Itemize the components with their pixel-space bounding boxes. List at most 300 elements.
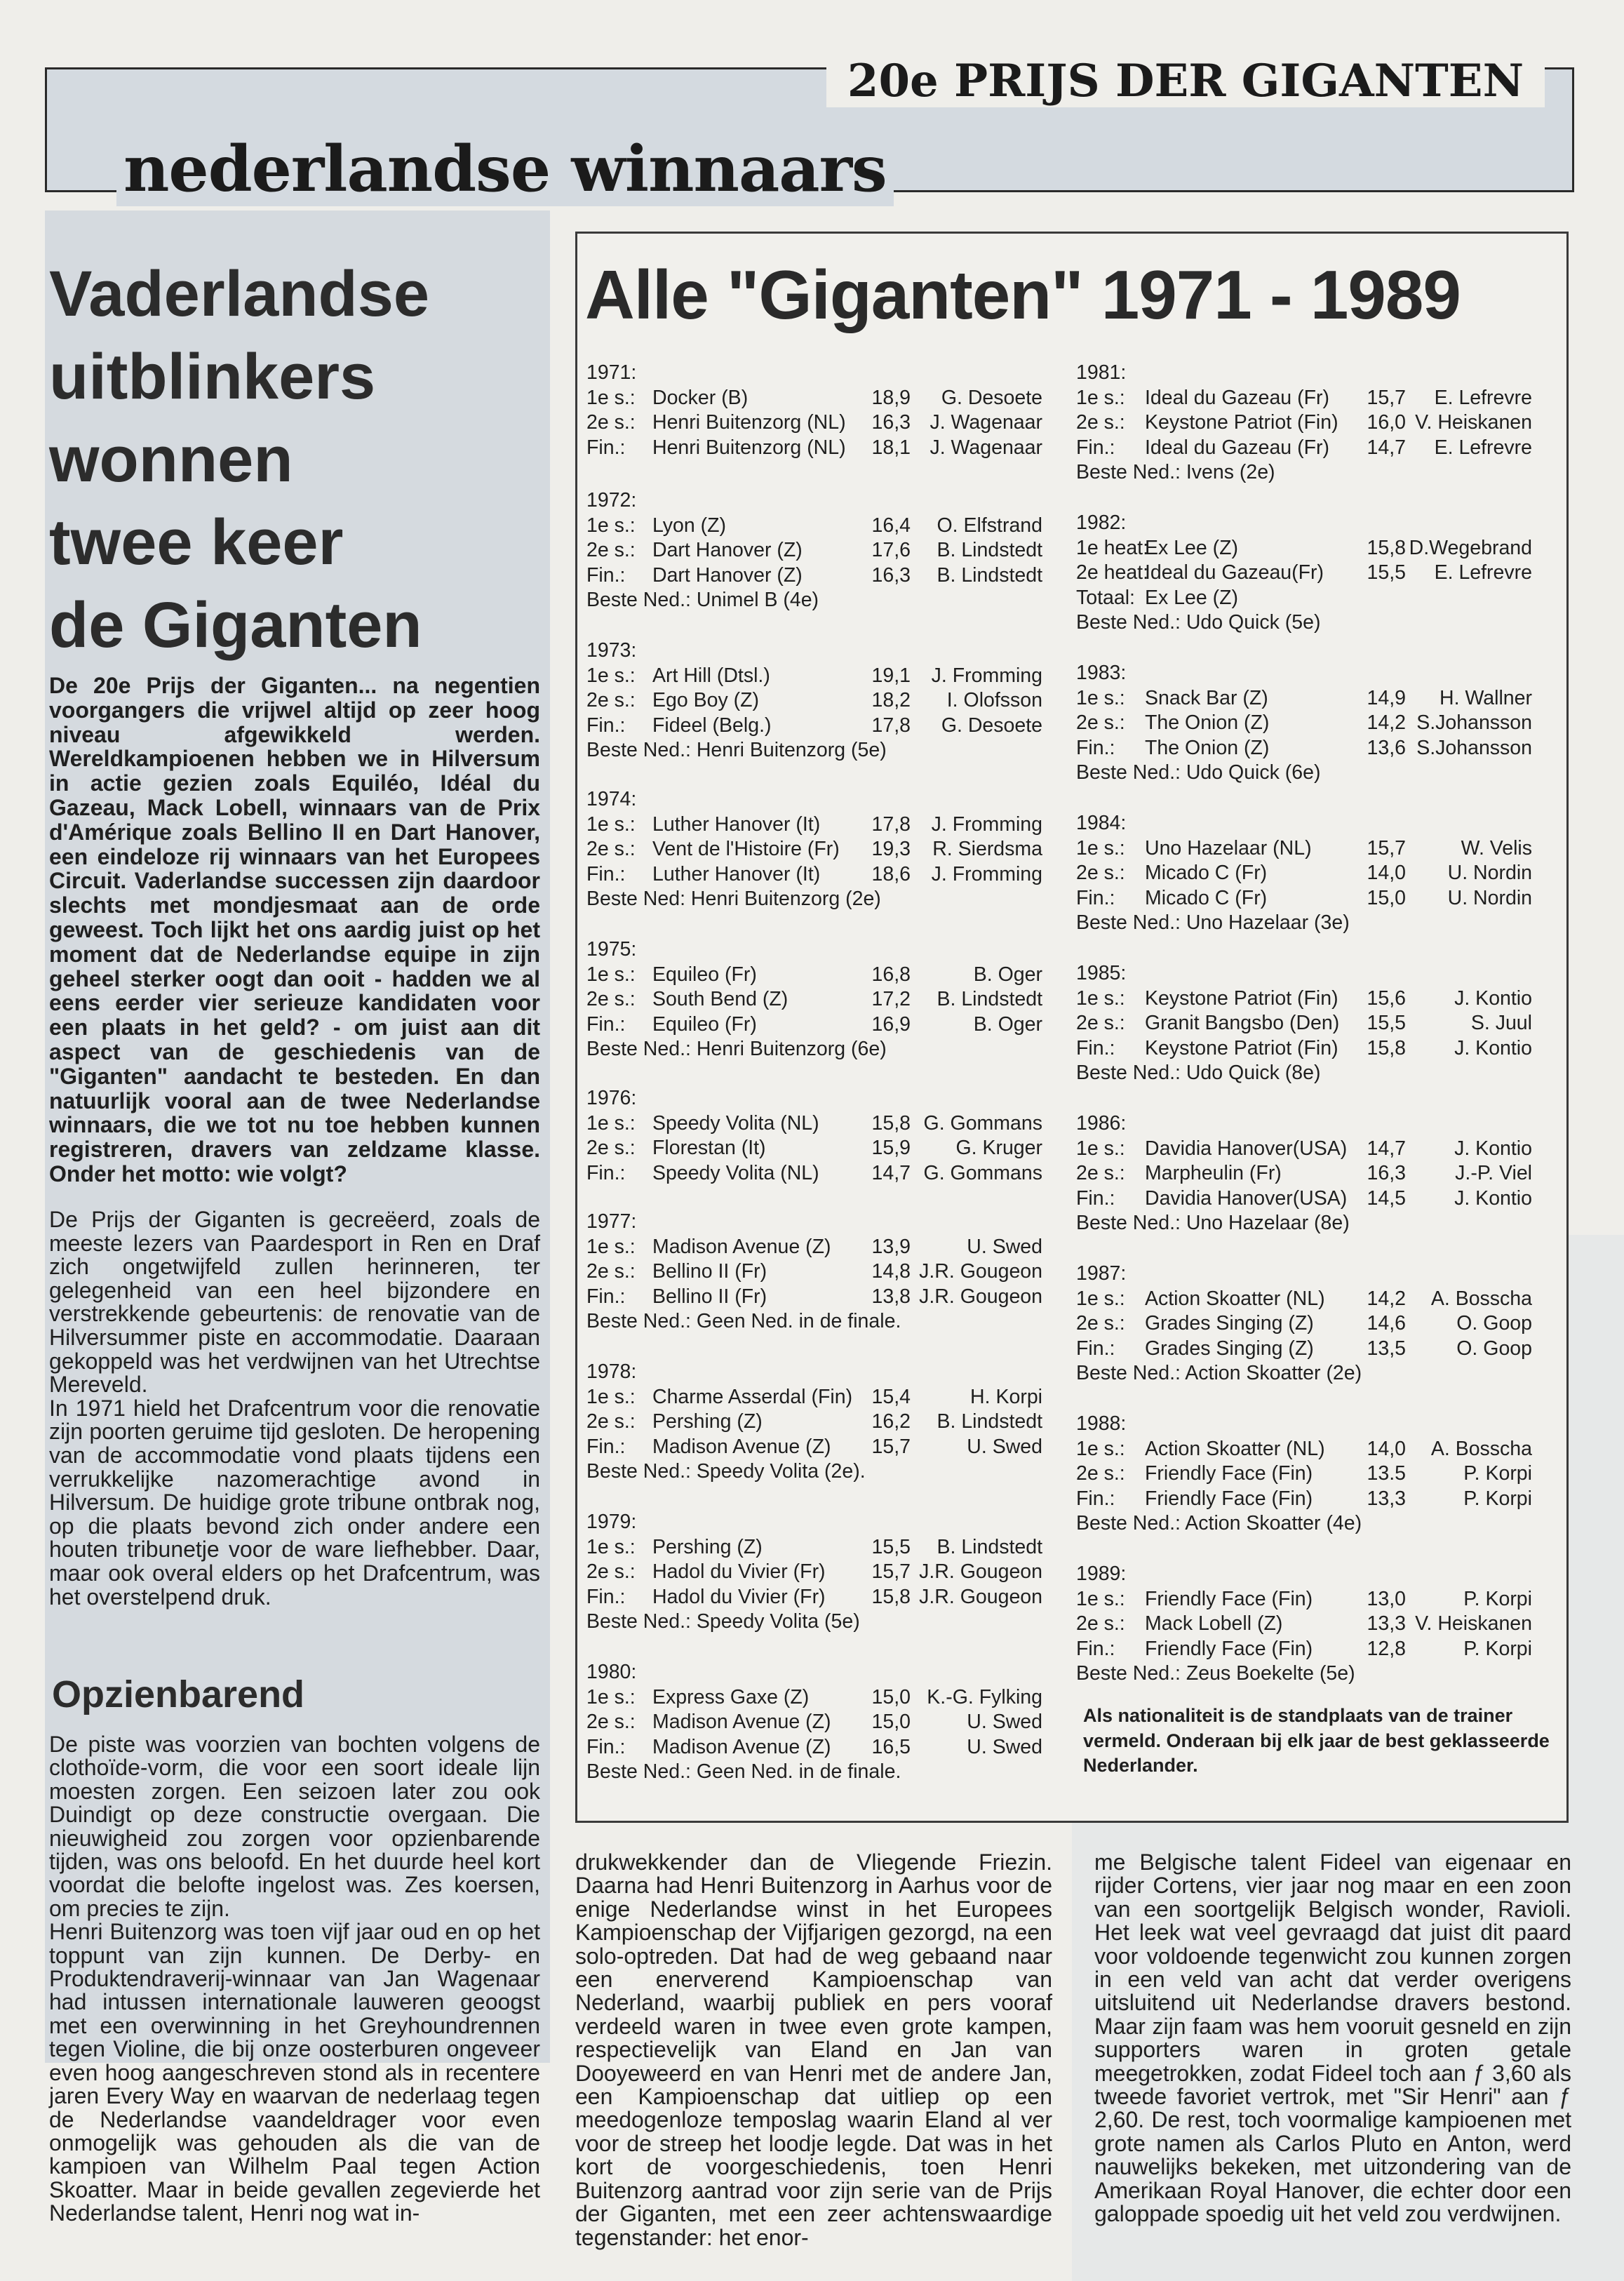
year-label: 1979:: [586, 1511, 637, 1533]
result-time: 19,3: [871, 838, 911, 860]
result-driver: O. Elfstrand: [937, 514, 1042, 537]
result-row: [586, 1685, 1042, 1711]
result-time: 15,8: [871, 1585, 911, 1608]
result-row: [586, 1735, 1042, 1760]
result-label: Fin.:: [1076, 736, 1115, 759]
result-time: 15,7: [1367, 836, 1406, 859]
result-time: 16,3: [1367, 1162, 1406, 1184]
result-label: Fin.:: [1076, 1036, 1115, 1059]
result-row: [1076, 986, 1532, 1012]
result-horse: Madison Avenue (Z): [652, 1711, 831, 1733]
result-row: [1076, 711, 1532, 736]
result-time: 15,6: [1367, 986, 1406, 1010]
year-label: 1974:: [586, 788, 637, 810]
result-driver: R. Sierdsma: [932, 838, 1042, 860]
result-time: 15,8: [1367, 1036, 1406, 1059]
article-body-left: De Prijs der Giganten is gecreëerd, zoals de meeste lezers van Paardesport in Ren en Draf zich ongetwijfeld zullen herinneren, ter gelegenheid van een heel bijzondere en verstrekkende gebeurtenis: de renovatie van de Hilversummer piste en accommodatie. Daaraan gekoppeld was het verdwijnen van het Utrechtse Mereveld. In 1971 hield het Drafcentrum voor die renovatie zijn poorten geruime tijd gesloten. De heropening van de accommodatie vond plaats tijdens een verrukkelijke nazomerachtige avond in Hilversum. De huidige grote tribune ontbrak nog, op die plaats bevond zich onder andere een houten tribunetje voor de ware liefhebber. Daar, maar ook overal elders op het Drafcentrum, was het overstelpend druk.: [49, 1207, 540, 1610]
result-label: 1e s.:: [586, 963, 636, 986]
result-driver: P. Korpi: [1463, 1487, 1532, 1510]
result-time: 18,1: [871, 436, 911, 459]
result-time: 16,2: [871, 1410, 911, 1433]
result-label: 1e s.:: [586, 812, 636, 836]
result-horse: Henri Buitenzorg (NL): [652, 436, 846, 459]
result-horse: Pershing (Z): [652, 1410, 763, 1433]
result-label: 2e s.:: [586, 988, 636, 1010]
result-time: 14,2: [1367, 1287, 1406, 1310]
result-driver: B. Lindstedt: [937, 1535, 1042, 1558]
result-row: [586, 1535, 1042, 1560]
result-driver: J. Fromming: [931, 664, 1042, 687]
result-driver: E. Lefrevre: [1434, 436, 1532, 459]
result-driver: G. Desoete: [941, 386, 1042, 409]
year-block: [1076, 961, 1532, 1086]
year-block: [1076, 1111, 1532, 1236]
result-driver: J. Kontio: [1454, 1137, 1532, 1160]
result-driver: A. Bosscha: [1430, 1437, 1532, 1460]
result-row: [586, 1710, 1042, 1735]
result-time: 14,7: [1367, 1137, 1406, 1160]
result-label: 1e s.:: [586, 664, 636, 687]
result-horse: Charme Asserdal (Fin): [652, 1385, 853, 1408]
year-label: 1985:: [1076, 962, 1127, 984]
result-time: 16,8: [871, 963, 911, 986]
result-horse: Micado C (Fr): [1145, 862, 1268, 884]
result-row: [586, 1560, 1042, 1585]
year-block: [586, 1360, 1042, 1485]
result-label: 1e s.:: [1076, 386, 1125, 409]
result-horse: Madison Avenue (Z): [652, 1735, 831, 1758]
result-label: Totaal:: [1076, 586, 1135, 609]
result-horse: Dart Hanover (Z): [652, 539, 803, 561]
result-label: Fin.:: [586, 862, 626, 885]
result-horse: Ex Lee (Z): [1145, 536, 1239, 559]
result-label: 1e s.:: [586, 1685, 636, 1708]
best-dutch-line: Beste Ned.: Geen Ned. in de finale.: [586, 1310, 901, 1332]
result-horse: Luther Hanover (It): [652, 862, 821, 885]
result-time: 18,9: [871, 386, 911, 409]
result-row: [586, 1136, 1042, 1161]
result-row: [1076, 736, 1532, 761]
result-label: 2e s.:: [586, 1137, 636, 1159]
result-row: [1076, 1186, 1532, 1212]
result-driver: J.R. Gougeon: [919, 1560, 1042, 1583]
result-label: 2e s.:: [586, 1560, 636, 1583]
result-row: [1076, 1137, 1532, 1162]
best-dutch-line: Beste Ned.: Udo Quick (5e): [1076, 611, 1321, 634]
result-label: 2e heat:: [1076, 561, 1149, 584]
result-label: Fin.:: [1076, 1637, 1115, 1660]
year-block: [586, 937, 1042, 1062]
result-driver: B. Oger: [973, 963, 1042, 986]
result-horse: Friendly Face (Fin): [1145, 1637, 1313, 1660]
result-driver: K.-G. Fylking: [927, 1685, 1042, 1708]
result-row: [1076, 861, 1532, 886]
result-time: 17,6: [871, 539, 911, 561]
result-label: 1e s.:: [1076, 1287, 1125, 1310]
year-block: [586, 488, 1042, 613]
result-row: [1076, 836, 1532, 862]
result-label: Fin.:: [586, 714, 626, 737]
result-driver: J.-P. Viel: [1455, 1162, 1532, 1184]
result-label: 1e s.:: [586, 386, 636, 409]
result-driver: B. Oger: [973, 1012, 1042, 1036]
article-body-middle: drukwekkender dan de Vliegende Friezin. Daarna had Henri Buitenzorg in Aarhus voor de enige Nederlandse winst in het Europees Kampioenschap der Vijfjarigen gezorgd, na een solo-optreden. Dat had de weg gebaand naar een enerverend Kampioenschap van Nederland, waarbij publiek en pers vooraf verdeeld waren in twee even grote kampen, respectievelijk van Eland en Jan van Dooyeweerd en van Henri met de andere Jan, een Kampioenschap dat uitliep op een meedogenloze temposlag waarin Eland al ver voor de streep het loodje legde. Dat was in het kort de voorgeschiedenis, toen Henri Buitenzorg aantrad voor zijn serie van de Prijs der Giganten, met een zeer achtenswaardige tegenstander: het enor-: [575, 1849, 1052, 2250]
result-time: 14,7: [1367, 436, 1406, 459]
year-label: 1971:: [586, 361, 637, 384]
result-horse: Lyon (Z): [652, 514, 727, 537]
best-dutch-line: Beste Ned.: Speedy Volita (2e).: [586, 1460, 866, 1483]
best-dutch-line: Beste Ned.: Unimel B (4e): [586, 589, 819, 611]
result-horse: Grades Singing (Z): [1145, 1312, 1314, 1335]
result-time: 13,8: [871, 1285, 911, 1308]
result-horse: Equileo (Fr): [652, 963, 757, 986]
best-dutch-line: Beste Ned.: Henri Buitenzorg (6e): [586, 1038, 887, 1060]
result-label: 2e s.:: [1076, 1012, 1125, 1034]
result-time: 16,0: [1367, 411, 1406, 434]
result-horse: The Onion (Z): [1145, 736, 1270, 759]
result-time: 15,5: [871, 1535, 911, 1558]
result-time: 15,9: [871, 1137, 911, 1159]
result-time: 13,3: [1367, 1487, 1406, 1510]
result-driver: W. Velis: [1461, 836, 1532, 859]
result-label: 1e s.:: [586, 1385, 636, 1408]
result-horse: Davidia Hanover(USA): [1145, 1137, 1348, 1160]
result-driver: P. Korpi: [1463, 1637, 1532, 1660]
year-block: [586, 1660, 1042, 1785]
result-horse: Fideel (Belg.): [652, 714, 772, 737]
result-driver: J. Kontio: [1454, 1036, 1532, 1059]
result-label: 2e s.:: [586, 1410, 636, 1433]
result-time: 15,5: [1367, 561, 1406, 584]
result-driver: B. Lindstedt: [937, 988, 1042, 1010]
result-label: 2e s.:: [1076, 1312, 1125, 1335]
result-driver: J.R. Gougeon: [919, 1285, 1042, 1308]
result-horse: Keystone Patriot (Fin): [1145, 1036, 1338, 1059]
result-driver: U. Swed: [967, 1235, 1042, 1258]
result-horse: Ideal du Gazeau (Fr): [1145, 386, 1329, 409]
result-row: [1076, 1637, 1532, 1662]
result-time: 13.5: [1367, 1462, 1406, 1485]
result-row: [1076, 561, 1532, 586]
year-block: [586, 1210, 1042, 1335]
result-row: [586, 1235, 1042, 1260]
result-driver: J. Wagenaar: [930, 436, 1042, 459]
year-block: [586, 638, 1042, 763]
result-label: 2e s.:: [586, 411, 636, 434]
result-row: [1076, 586, 1532, 611]
result-row: [1076, 1311, 1532, 1337]
result-horse: Pershing (Z): [652, 1535, 763, 1558]
result-row: [586, 410, 1042, 436]
year-block: [1076, 1412, 1532, 1537]
result-label: 1e s.:: [1076, 836, 1125, 859]
result-horse: Friendly Face (Fin): [1145, 1587, 1313, 1610]
year-block: [586, 1510, 1042, 1635]
result-horse: Docker (B): [652, 386, 749, 409]
result-horse: Keystone Patriot (Fin): [1145, 986, 1338, 1010]
result-horse: Action Skoatter (NL): [1145, 1437, 1325, 1460]
result-driver: E. Lefrevre: [1434, 386, 1532, 409]
result-driver: J. Fromming: [931, 862, 1042, 885]
result-horse: Bellino II (Fr): [652, 1285, 767, 1308]
result-driver: V. Heiskanen: [1415, 411, 1532, 434]
result-horse: Keystone Patriot (Fin): [1145, 411, 1338, 434]
best-dutch-line: Beste Ned.: Udo Quick (8e): [1076, 1062, 1321, 1084]
article-lead: De 20e Prijs der Giganten... na negentien voorgangers die vrijwel altijd op zeer hoog niveau afgewikkeld werden. Wereldkampioenen hebben we in Hilversum in actie gezien zoals Equiléo, Idéal du Gazeau, Mack Lobell, winnaars van de Prix d'Amérique zoals Bellino II en Dart Hanover, een eindeloze rij winnaars van het Europees Circuit. Vaderlandse successen zijn daardoor slechts met mondjesmaat aan de orde geweest. Toch lijkt het ons aardig juist op het moment dat de Nederlandse equipe in zijn geheel sterker oogt dan ooit - hadden we al eens eerder vier serieuze kandidaten voor een plaats in het geld? - om juist aan dit aspect van de geschiedenis van de "Giganten" aandacht te besteden. En dan natuurlijk vooral aan de twee Nederlandse winnaars, die we tot nu toe hebben kunnen registreren, dravers van zeldzame klasse. Onder het motto: wie volgt?: [49, 673, 540, 1186]
result-row: [586, 688, 1042, 714]
result-driver: P. Korpi: [1463, 1462, 1532, 1485]
result-horse: Ideal du Gazeau(Fr): [1145, 561, 1324, 584]
result-row: [1076, 410, 1532, 436]
result-label: 2e s.:: [586, 1260, 636, 1283]
year-label: 1984:: [1076, 812, 1127, 834]
result-row: [1076, 1287, 1532, 1312]
result-time: 13,9: [871, 1235, 911, 1258]
best-dutch-line: Beste Ned.: Ivens (2e): [1076, 461, 1275, 483]
result-horse: Florestan (It): [652, 1137, 766, 1159]
result-row: [1076, 1612, 1532, 1637]
result-horse: Marpheulin (Fr): [1145, 1162, 1282, 1184]
result-horse: Madison Avenue (Z): [652, 1235, 831, 1258]
result-row: [586, 436, 1042, 461]
year-block: [1076, 811, 1532, 936]
result-driver: O. Goop: [1456, 1312, 1532, 1335]
result-driver: I. Olofsson: [946, 689, 1042, 711]
result-horse: Ego Boy (Z): [652, 689, 760, 711]
result-driver: E. Lefrevre: [1434, 561, 1532, 584]
result-time: 16,3: [871, 563, 911, 587]
result-time: 14,6: [1367, 1312, 1406, 1335]
result-horse: Bellino II (Fr): [652, 1260, 767, 1283]
result-horse: Uno Hazelaar (NL): [1145, 836, 1312, 859]
result-label: 1e s.:: [586, 1535, 636, 1558]
year-label: 1986:: [1076, 1112, 1127, 1135]
result-driver: D.Wegebrand: [1409, 536, 1532, 559]
article-body-right: me Belgische talent Fideel van eigenaar en rijder Cortens, vier jaar nog maar en een zoon van een soortgelijk Belgisch wonder, Ravioli. Het leek wat veel gevraagd dat juist dit paard voor voldoende tegenwicht zou kunnen zorgen in een veld van acht dat verder overigens uitsluitend uit Nederlandse dravers bestond. Maar zijn faam was hem vooruit gesneld en zijn supporters waren in groten getale meegetrokken, zodat Fideel toch aan ƒ 3,60 als tweede favoriet vertrok, met "Sir Henri" aan ƒ 2,60. De rest, toch voormalige kampioenen met grote namen als Carlos Pluto en Anton, werd nauwelijks bekeken, met uitzondering van de Amerikaan Royal Hanover, die echter door een galoppade spoedig uit het veld zou verdwijnen.: [1094, 1849, 1571, 2227]
result-row: [1076, 536, 1532, 561]
result-time: 15,5: [1367, 1012, 1406, 1034]
result-horse: Henri Buitenzorg (NL): [652, 411, 846, 434]
result-row: [1076, 1161, 1532, 1186]
result-time: 14,0: [1367, 862, 1406, 884]
year-label: 1987:: [1076, 1262, 1127, 1285]
result-driver: H. Korpi: [970, 1385, 1042, 1408]
result-time: 15,7: [871, 1435, 911, 1458]
result-row: [1076, 886, 1532, 911]
result-driver: G. Gommans: [923, 1161, 1042, 1184]
result-row: [1076, 1437, 1532, 1462]
result-time: 14,8: [871, 1260, 911, 1283]
result-row: [586, 837, 1042, 862]
result-horse: Davidia Hanover(USA): [1145, 1186, 1348, 1210]
result-horse: Mack Lobell (Z): [1145, 1612, 1283, 1635]
year-label: 1980:: [586, 1661, 637, 1683]
result-row: [586, 1161, 1042, 1186]
best-dutch-line: Beste Ned.: Zeus Boekelte (5e): [1076, 1662, 1355, 1685]
result-time: 15,0: [871, 1711, 911, 1733]
result-row: [586, 514, 1042, 539]
result-driver: P. Korpi: [1463, 1587, 1532, 1610]
result-row: [586, 563, 1042, 589]
result-row: [586, 963, 1042, 988]
result-driver: U. Nordin: [1447, 886, 1532, 909]
result-driver: G. Gommans: [923, 1111, 1042, 1135]
result-driver: H. Wallner: [1440, 686, 1532, 709]
year-block: [1076, 1562, 1532, 1687]
result-row: [586, 664, 1042, 689]
result-time: 16,5: [871, 1735, 911, 1758]
result-row: [1076, 1337, 1532, 1362]
result-driver: U. Nordin: [1447, 862, 1532, 884]
result-label: Fin.:: [1076, 1186, 1115, 1210]
result-horse: Madison Avenue (Z): [652, 1435, 831, 1458]
result-horse: Action Skoatter (NL): [1145, 1287, 1325, 1310]
result-driver: B. Lindstedt: [937, 563, 1042, 587]
year-block: [586, 787, 1042, 912]
result-label: 1e s.:: [586, 514, 636, 537]
result-time: 16,3: [871, 411, 911, 434]
result-label: Fin.:: [586, 1285, 626, 1308]
result-horse: Grades Singing (Z): [1145, 1337, 1314, 1360]
result-row: [586, 987, 1042, 1012]
result-label: Fin.:: [586, 1735, 626, 1758]
result-horse: Equileo (Fr): [652, 1012, 757, 1036]
results-title: Alle "Giganten" 1971 - 1989: [585, 256, 1461, 333]
result-label: Fin.:: [1076, 1337, 1115, 1360]
best-dutch-line: Beste Ned.: Henri Buitenzorg (5e): [586, 739, 887, 761]
result-row: [586, 862, 1042, 888]
result-row: [1076, 1036, 1532, 1062]
result-label: 2e s.:: [1076, 1462, 1125, 1485]
year-label: 1989:: [1076, 1563, 1127, 1585]
result-label: Fin.:: [586, 1012, 626, 1036]
result-time: 16,4: [871, 514, 911, 537]
result-horse: Micado C (Fr): [1145, 886, 1268, 909]
result-row: [1076, 686, 1532, 711]
result-row: [586, 386, 1042, 411]
year-label: 1981:: [1076, 361, 1127, 384]
result-horse: Hadol du Vivier (Fr): [652, 1585, 826, 1608]
year-block: [586, 1086, 1042, 1186]
result-horse: Speedy Volita (NL): [652, 1111, 819, 1135]
year-label: 1988:: [1076, 1412, 1127, 1435]
header-title: nederlandse winnaars: [116, 132, 894, 206]
result-driver: J. Kontio: [1454, 1186, 1532, 1210]
year-block: [1076, 1262, 1532, 1386]
result-label: 2e s.:: [586, 1711, 636, 1733]
result-label: Fin.:: [1076, 886, 1115, 909]
best-dutch-line: Beste Ned.: Action Skoatter (4e): [1076, 1512, 1362, 1534]
result-label: Fin.:: [586, 563, 626, 587]
result-label: 1e s.:: [1076, 1437, 1125, 1460]
result-time: 15,8: [1367, 536, 1406, 559]
result-time: 15,7: [1367, 386, 1406, 409]
result-driver: B. Lindstedt: [937, 1410, 1042, 1433]
best-dutch-line: Beste Ned.: Geen Ned. in de finale.: [586, 1760, 901, 1783]
result-time: 17,8: [871, 812, 911, 836]
result-time: 18,6: [871, 862, 911, 885]
article-headline: [49, 253, 540, 667]
result-driver: U. Swed: [967, 1735, 1042, 1758]
headline-line: Vaderlandse: [49, 258, 430, 330]
result-row: [586, 1385, 1042, 1410]
result-driver: G. Desoete: [941, 714, 1042, 737]
result-driver: J. Kontio: [1454, 986, 1532, 1010]
result-label: Fin.:: [586, 436, 626, 459]
result-driver: J. Fromming: [931, 812, 1042, 836]
result-horse: South Bend (Z): [652, 988, 788, 1010]
result-row: [586, 1435, 1042, 1460]
headline-line: uitblinkers: [49, 341, 376, 413]
result-row: [586, 714, 1042, 739]
result-row: [586, 1259, 1042, 1285]
result-label: 2e s.:: [1076, 1612, 1125, 1635]
result-time: 13,6: [1367, 736, 1406, 759]
year-label: 1973:: [586, 639, 637, 662]
result-time: 14,7: [871, 1161, 911, 1184]
result-horse: Ex Lee (Z): [1145, 586, 1239, 609]
result-label: 1e s.:: [1076, 686, 1125, 709]
header-kicker: 20e PRIJS DER GIGANTEN: [826, 55, 1545, 107]
best-dutch-line: Beste Ned.: Uno Hazelaar (8e): [1076, 1212, 1350, 1234]
best-dutch-line: Beste Ned: Henri Buitenzorg (2e): [586, 888, 881, 910]
result-label: 2e s.:: [1076, 411, 1125, 434]
result-driver: B. Lindstedt: [937, 539, 1042, 561]
result-label: 1e heat:: [1076, 536, 1149, 559]
year-block: [1076, 511, 1532, 636]
result-row: [586, 1585, 1042, 1610]
result-row: [586, 1111, 1042, 1137]
result-horse: Express Gaxe (Z): [652, 1685, 810, 1708]
result-time: 13,5: [1367, 1337, 1406, 1360]
result-time: 15,0: [871, 1685, 911, 1708]
result-horse: Luther Hanover (It): [652, 812, 821, 836]
best-dutch-line: Beste Ned.: Action Skoatter (2e): [1076, 1362, 1362, 1384]
result-time: 13,3: [1367, 1612, 1406, 1635]
best-dutch-line: Beste Ned.: Uno Hazelaar (3e): [1076, 911, 1350, 934]
result-row: [586, 1410, 1042, 1435]
result-time: 15,8: [871, 1111, 911, 1135]
result-label: 2e s.:: [1076, 862, 1125, 884]
result-label: 1e s.:: [1076, 986, 1125, 1010]
year-block: [1076, 661, 1532, 786]
result-time: 14,0: [1367, 1437, 1406, 1460]
result-driver: J.R. Gougeon: [919, 1585, 1042, 1608]
result-driver: S.Johansson: [1416, 711, 1532, 734]
year-label: 1983:: [1076, 662, 1127, 684]
best-dutch-line: Beste Ned.: Speedy Volita (5e): [586, 1610, 860, 1633]
best-dutch-line: Beste Ned.: Udo Quick (6e): [1076, 761, 1321, 784]
result-label: Fin.:: [586, 1161, 626, 1184]
result-label: 1e s.:: [586, 1235, 636, 1258]
headline-line: twee keer: [49, 507, 344, 578]
result-row: [586, 1012, 1042, 1038]
result-time: 15,7: [871, 1560, 911, 1583]
result-row: [1076, 1487, 1532, 1512]
result-time: 15,0: [1367, 886, 1406, 909]
result-time: 14,5: [1367, 1186, 1406, 1210]
result-row: [1076, 1011, 1532, 1036]
result-time: 17,2: [871, 988, 911, 1010]
headline-line: wonnen: [49, 424, 293, 495]
result-label: 2e s.:: [586, 689, 636, 711]
result-row: [586, 812, 1042, 838]
year-label: 1975:: [586, 938, 637, 961]
result-driver: U. Swed: [967, 1711, 1042, 1733]
result-row: [1076, 386, 1532, 411]
year-label: 1978:: [586, 1360, 637, 1383]
result-driver: G. Kruger: [955, 1137, 1042, 1159]
